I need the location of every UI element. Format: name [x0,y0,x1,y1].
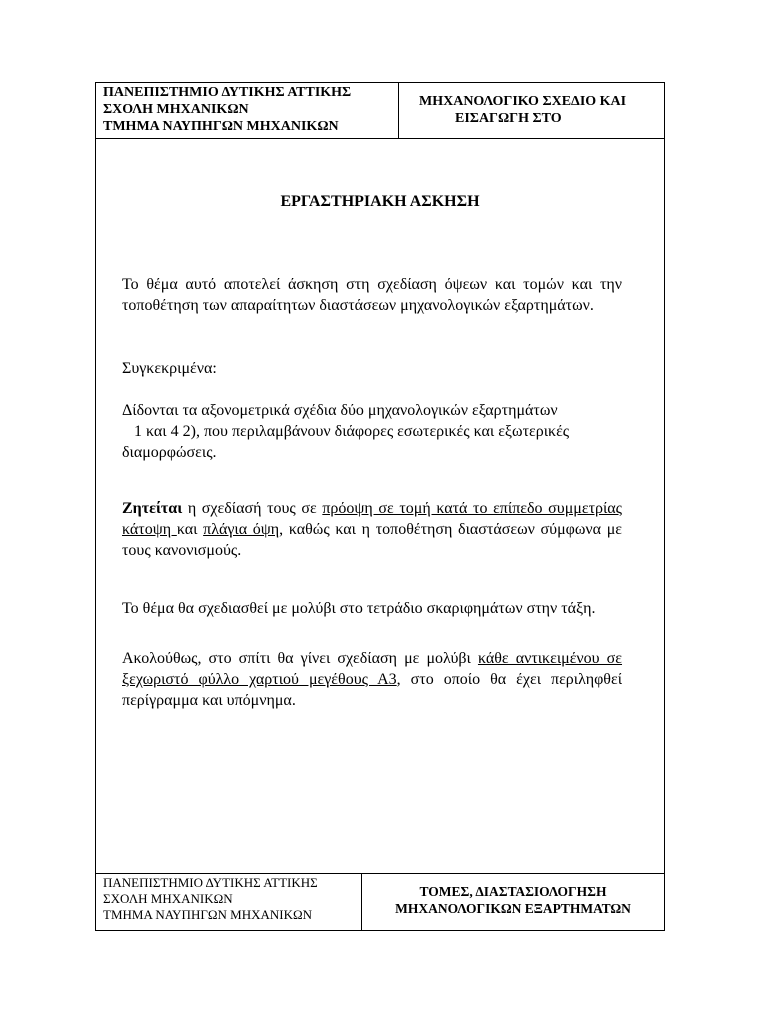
header-university: ΠΑΝΕΠΙΣΤΗΜΙΟ ΔΥΤΙΚΗΣ ΑΤΤΙΚΗΣ [103,85,352,100]
paragraph-intro: Το θέμα αυτό αποτελεί άσκηση στη σχεδίαση όψεων και τομών και την τοποθέτηση των απαραίτητων διαστάσεων μηχανολογικών εξαρτημάτων. [122,276,622,314]
paragraph-class-sketch: Το θέμα θα σχεδιασθεί με μολύβι στο τετράδιο σκαριφημάτων στην τάξη. [122,600,596,617]
footer-school: ΣΧΟΛΗ ΜΗΧΑΝΙΚΩΝ [103,891,233,906]
home-text-1: Ακολούθως, στο σπίτι θα γίνει σχεδίαση με μολύβι [122,650,478,667]
paragraph-requirement [122,498,622,561]
requirement-plan-view: κάτοψη [122,521,177,538]
requirement-text-4: , καθώς και η τοποθέτηση διαστάσεων σύμφωνα με τους κανονισμούς. [122,521,623,559]
given-line-2: 1 και 4 2), που περιλαμβάνουν διάφορες εσωτερικές και εξωτερικές [134,423,570,440]
paragraph-home-drawing [122,648,622,711]
given-line-3: διαμορφώσεις. [122,444,217,461]
footer-topic-line-1: ΤΟΜΕΣ, ΔΙΑΣΤΑΣΙΟΛΟΓΗΣΗ [419,884,607,899]
given-line-1: Δίδονται τα αξονομετρικά σχέδια δύο μηχανολογικών εξαρτημάτων [122,402,558,419]
footer-topic-line-2: ΜΗΧΑΝΟΛΟΓΙΚΩΝ ΕΞΑΡΤΗΜΑΤΩΝ [395,901,631,916]
header-school: ΣΧΟΛΗ ΜΗΧΑΝΙΚΩΝ [103,102,249,117]
requirement-text-3: και [176,521,204,538]
requirement-text-1: η σχεδίασή τους σε [182,500,323,517]
document-title: ΕΡΓΑΣΤΗΡΙΑΚΗ ΑΣΚΗΣΗ [280,193,480,210]
footer-institution [96,874,362,930]
page-frame [95,82,665,931]
header-block [96,83,664,139]
requirement-keyword: Ζητείται [122,500,183,517]
header-department: ΤΜΗΜΑ ΝΑΥΠΗΓΩΝ ΜΗΧΑΝΙΚΩΝ [103,119,339,134]
paragraph-given [122,400,622,463]
requirement-side-view: πλάγια όψη [203,521,280,538]
footer-department: ΤΜΗΜΑ ΝΑΥΠΗΓΩΝ ΜΗΧΑΝΙΚΩΝ [103,907,313,922]
footer-block [96,873,664,930]
home-text-2: , στο οποίο θα έχει περιληφθεί περίγραμμα και υπόμνημα. [122,671,622,709]
footer-university: ΠΑΝΕΠΙΣΤΗΜΙΟ ΔΥΤΙΚΗΣ ΑΤΤΙΚΗΣ [103,875,318,890]
footer-topic [362,874,664,939]
header-course [399,83,664,148]
header-course-line-1: ΜΗΧΑΝΟΛΟΓΙΚΟ ΣΧΕΔΙΟ ΚΑΙ [419,94,627,109]
header-course-line-2: ΕΙΣΑΓΩΓΗ ΣΤΟ [455,111,562,126]
requirement-front-view: πρόοψη σε τομή κατά το επίπεδο συμμετρίας [322,500,623,517]
header-institution [96,83,399,138]
paragraph-specifically: Συγκεκριμένα: [122,360,217,377]
home-a3-sheet: κάθε αντικειμένου σε ξεχωριστό φύλλο χαρτιού μεγέθους Α3 [122,650,623,688]
